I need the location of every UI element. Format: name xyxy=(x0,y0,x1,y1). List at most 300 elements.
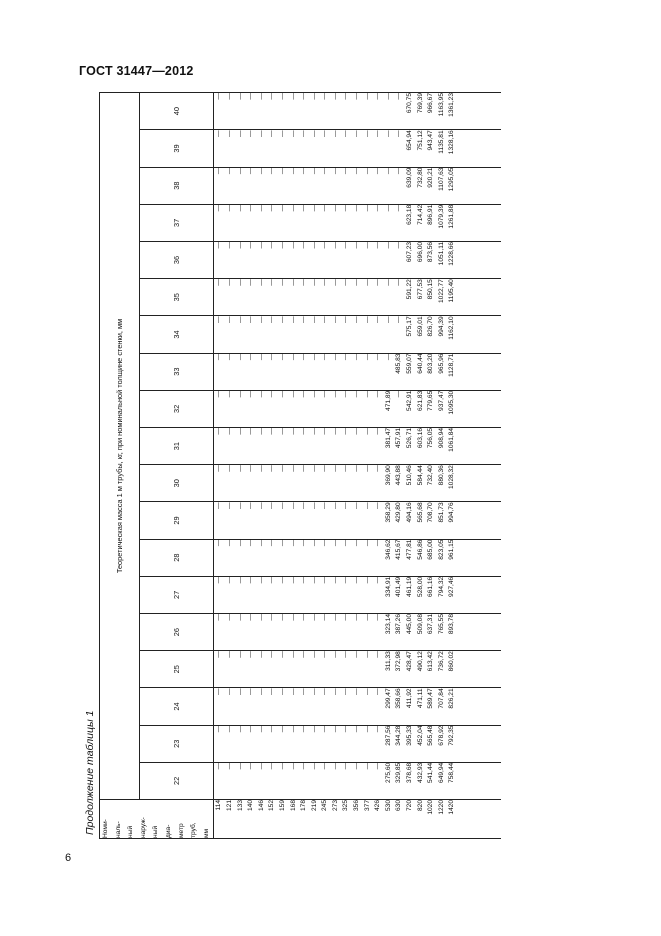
mass-value: — xyxy=(236,613,244,621)
mass-value: — xyxy=(247,762,255,770)
mass-value: — xyxy=(215,725,223,733)
mass-value: — xyxy=(331,241,339,249)
mass-value: 411,92 xyxy=(406,688,414,709)
mass-value: 937,47 xyxy=(437,390,445,411)
mass-value: — xyxy=(278,427,286,435)
mass-value: — xyxy=(257,651,265,658)
mass-value: — xyxy=(278,167,286,175)
mass-value: 961,15 xyxy=(448,539,456,560)
mass-value: — xyxy=(310,688,318,695)
mass-value: 443,88 xyxy=(395,465,403,486)
mass-value: — xyxy=(342,279,350,286)
mass-value: — xyxy=(247,502,255,509)
mass-value: — xyxy=(342,651,350,658)
thickness-header-27: 27 xyxy=(139,576,214,613)
mass-column-36 xyxy=(214,241,501,278)
mass-value: — xyxy=(374,465,382,472)
mass-value: — xyxy=(300,539,308,547)
mass-value: 860,02 xyxy=(448,651,456,672)
diameter-header-line: диа- xyxy=(164,824,172,838)
mass-value: — xyxy=(321,725,329,733)
mass-value: — xyxy=(321,241,329,249)
thickness-header-30: 30 xyxy=(139,465,214,502)
mass-value: 826,70 xyxy=(427,316,435,337)
mass-value: 769,39 xyxy=(416,93,424,114)
mass-value: — xyxy=(331,427,339,435)
thickness-header-row xyxy=(139,93,214,839)
mass-value: — xyxy=(310,502,318,509)
mass-value: 559,07 xyxy=(406,353,414,374)
mass-value: — xyxy=(300,353,308,361)
diameter-value: 1220 xyxy=(437,800,445,815)
thickness-header-39: 39 xyxy=(139,130,214,167)
mass-value: — xyxy=(321,279,329,286)
mass-value: 287,56 xyxy=(384,725,392,746)
mass-value: — xyxy=(247,93,255,100)
mass-value: — xyxy=(289,241,297,249)
mass-value: 779,65 xyxy=(427,390,435,411)
mass-value: 623,18 xyxy=(406,204,414,225)
mass-value: — xyxy=(321,167,329,175)
mass-value: — xyxy=(363,204,371,212)
mass-value: 575,17 xyxy=(406,316,414,337)
mass-column-26 xyxy=(214,613,501,650)
mass-value: — xyxy=(289,762,297,770)
mass-value: — xyxy=(247,353,255,361)
mass-value: — xyxy=(353,725,361,733)
mass-value: — xyxy=(353,465,361,472)
mass-value: — xyxy=(331,316,339,323)
mass-value: — xyxy=(257,167,265,175)
mass-value: — xyxy=(353,762,361,770)
mass-value: — xyxy=(278,576,286,584)
mass-value: 1051,11 xyxy=(437,241,445,266)
mass-value: 603,16 xyxy=(416,427,424,449)
mass-value: 415,67 xyxy=(395,539,403,560)
page-number: 6 xyxy=(65,852,72,864)
mass-value: 896,91 xyxy=(427,204,435,225)
mass-value: — xyxy=(342,613,350,621)
mass-value: 372,98 xyxy=(395,651,403,672)
mass-value: — xyxy=(310,725,318,733)
mass-value: — xyxy=(342,688,350,695)
mass-value: — xyxy=(215,204,223,212)
mass-value: — xyxy=(331,390,339,398)
thickness-header-25: 25 xyxy=(139,651,214,688)
mass-value: — xyxy=(268,762,276,770)
mass-value: — xyxy=(289,390,297,398)
mass-value: — xyxy=(300,502,308,509)
mass-value: — xyxy=(268,130,276,137)
mass-value: 275,60 xyxy=(384,762,392,783)
mass-value: — xyxy=(321,204,329,212)
mass-value: — xyxy=(331,353,339,361)
mass-value: 589,47 xyxy=(427,688,435,709)
mass-value: — xyxy=(289,725,297,733)
mass-value: — xyxy=(257,353,265,361)
table-header-row xyxy=(100,93,140,839)
mass-value: — xyxy=(363,725,371,733)
mass-value: — xyxy=(225,93,233,100)
mass-value: — xyxy=(353,93,361,100)
mass-group-header: Теоретическая масса 1 м трубы, кг, при номинальной толщине стенки, мм xyxy=(100,93,140,800)
mass-value: 966,67 xyxy=(427,93,435,114)
mass-value: 873,56 xyxy=(427,241,435,263)
mass-value: — xyxy=(300,651,308,658)
mass-column-39 xyxy=(214,130,501,167)
diameter-value: 426 xyxy=(374,800,382,812)
mass-value: 639,09 xyxy=(406,167,414,188)
diameter-value: 1420 xyxy=(448,800,456,815)
mass-value: — xyxy=(300,688,308,695)
mass-value: — xyxy=(374,502,382,509)
mass-value: — xyxy=(247,167,255,175)
mass-value: — xyxy=(363,502,371,509)
mass-value: — xyxy=(247,204,255,212)
mass-value: — xyxy=(236,93,244,100)
mass-column-33 xyxy=(214,353,501,390)
mass-value: — xyxy=(310,204,318,212)
mass-value: 485,83 xyxy=(395,353,403,374)
mass-value: 311,33 xyxy=(384,651,392,671)
mass-value: — xyxy=(268,613,276,621)
mass-value: — xyxy=(268,390,276,398)
mass-value: — xyxy=(353,613,361,621)
mass-column-34 xyxy=(214,316,501,353)
mass-value: — xyxy=(384,204,392,212)
mass-value: — xyxy=(236,390,244,398)
mass-value: — xyxy=(321,576,329,584)
diameter-value: 152 xyxy=(268,800,276,812)
mass-value: — xyxy=(331,93,339,100)
mass-value: — xyxy=(300,576,308,584)
mass-value: — xyxy=(374,613,382,621)
mass-value: — xyxy=(321,390,329,398)
mass-value: — xyxy=(215,130,223,137)
diameter-header-line: Номи- xyxy=(102,819,109,838)
thickness-header-23: 23 xyxy=(139,725,214,762)
mass-value: — xyxy=(257,465,265,472)
mass-value: — xyxy=(321,316,329,323)
mass-value: — xyxy=(342,204,350,212)
mass-column-27 xyxy=(214,576,501,613)
mass-value: — xyxy=(268,316,276,323)
mass-value: — xyxy=(384,167,392,175)
mass-value: — xyxy=(278,241,286,249)
mass-value: — xyxy=(215,390,223,398)
mass-value: 378,68 xyxy=(406,762,414,783)
mass-value: — xyxy=(321,539,329,547)
mass-value: — xyxy=(342,427,350,435)
mass-value: — xyxy=(215,465,223,472)
mass-value: — xyxy=(310,651,318,658)
diameter-column xyxy=(214,800,501,839)
diameter-header-line: метр xyxy=(177,823,185,838)
mass-value: — xyxy=(236,762,244,770)
mass-value: — xyxy=(289,130,297,137)
mass-value: — xyxy=(353,651,361,658)
thickness-header-36: 36 xyxy=(139,241,214,278)
mass-value: — xyxy=(236,725,244,733)
mass-value: — xyxy=(236,130,244,137)
diameter-header-line: ный xyxy=(152,825,160,838)
mass-value: — xyxy=(236,576,244,584)
mass-value: — xyxy=(225,465,233,472)
mass-value: — xyxy=(215,241,223,249)
mass-value: — xyxy=(236,688,244,695)
mass-value: — xyxy=(278,725,286,733)
mass-value: 920,21 xyxy=(427,167,435,188)
mass-value: 792,35 xyxy=(448,725,456,746)
mass-value: 323,14 xyxy=(384,613,392,635)
mass-value: — xyxy=(225,316,233,323)
mass-value: — xyxy=(310,167,318,175)
mass-column-23 xyxy=(214,725,501,762)
mass-value: — xyxy=(257,427,265,435)
mass-value: 428,47 xyxy=(406,651,414,672)
mass-value: — xyxy=(384,353,392,361)
mass-value: 334,91 xyxy=(384,576,392,597)
mass-value: — xyxy=(236,167,244,175)
mass-value: — xyxy=(321,688,329,695)
diameter-value: 377 xyxy=(363,800,371,812)
mass-value: 358,66 xyxy=(395,688,403,709)
mass-value: — xyxy=(225,613,233,621)
diameter-value: 178 xyxy=(300,800,308,812)
mass-value: 994,76 xyxy=(448,502,456,523)
mass-value: — xyxy=(278,688,286,695)
mass-value: — xyxy=(278,279,286,286)
mass-value: — xyxy=(225,241,233,249)
mass-value: — xyxy=(374,688,382,695)
thickness-header-29: 29 xyxy=(139,502,214,539)
mass-value: — xyxy=(289,427,297,435)
mass-value: 1162,10 xyxy=(448,316,456,340)
mass-value: — xyxy=(225,390,233,398)
mass-value: — xyxy=(247,130,255,137)
diameter-value: 140 xyxy=(247,800,255,812)
diameter-header-line: труб, xyxy=(190,822,198,838)
mass-value: 461,19 xyxy=(406,576,414,597)
mass-value: 1361,23 xyxy=(448,93,456,117)
mass-value: — xyxy=(257,316,265,323)
mass-value: — xyxy=(247,688,255,695)
mass-value: — xyxy=(353,390,361,398)
mass-value: — xyxy=(310,279,318,286)
mass-value: — xyxy=(300,613,308,621)
mass-value: — xyxy=(215,316,223,323)
mass-value: — xyxy=(215,651,223,658)
mass-value: — xyxy=(236,539,244,547)
mass-value: — xyxy=(310,93,318,100)
mass-value: — xyxy=(310,390,318,398)
mass-value: — xyxy=(310,316,318,323)
mass-value: — xyxy=(236,651,244,658)
mass-value: — xyxy=(310,465,318,472)
thickness-header-33: 33 xyxy=(139,353,214,390)
mass-value: 565,68 xyxy=(416,502,424,523)
table-body-row xyxy=(214,93,501,839)
mass-value: 542,91 xyxy=(406,390,414,411)
mass-value: — xyxy=(363,167,371,175)
mass-value: 1135,81 xyxy=(437,130,445,154)
mass-value: — xyxy=(268,651,276,658)
mass-value: — xyxy=(257,539,265,547)
mass-value: — xyxy=(342,390,350,398)
mass-value: — xyxy=(278,130,286,137)
mass-value: 640,44 xyxy=(416,353,424,374)
thickness-header-32: 32 xyxy=(139,390,214,427)
mass-value: — xyxy=(268,279,276,286)
mass-value: — xyxy=(310,241,318,249)
mass-value: — xyxy=(374,279,382,286)
mass-value: — xyxy=(300,93,308,100)
diameter-value: 219 xyxy=(310,800,318,812)
mass-value: 756,05 xyxy=(427,427,435,449)
mass-value: — xyxy=(247,279,255,286)
mass-value: — xyxy=(331,539,339,547)
mass-value: — xyxy=(225,130,233,137)
mass-value: — xyxy=(257,93,265,100)
mass-value: — xyxy=(321,613,329,621)
mass-value: — xyxy=(257,688,265,695)
mass-value: — xyxy=(257,576,265,584)
mass-value: — xyxy=(374,390,382,398)
mass-value: 823,05 xyxy=(437,539,445,560)
mass-value: 432,93 xyxy=(416,762,424,783)
mass-value: 528,00 xyxy=(416,576,424,597)
mass-value: — xyxy=(247,427,255,435)
mass-value: 1022,77 xyxy=(437,279,445,303)
mass-value: 387,26 xyxy=(395,613,403,635)
mass-value: — xyxy=(363,762,371,770)
mass-value: — xyxy=(353,353,361,361)
mass-value: 736,72 xyxy=(437,651,445,672)
mass-value: — xyxy=(374,316,382,323)
mass-value: 765,55 xyxy=(437,613,445,635)
diameter-header-line: ный xyxy=(127,825,135,838)
mass-value: — xyxy=(321,651,329,658)
thickness-header-26: 26 xyxy=(139,613,214,650)
mass-value: 826,21 xyxy=(448,688,456,709)
mass-value: — xyxy=(278,651,286,658)
mass-value: 452,04 xyxy=(416,725,424,746)
mass-column-29 xyxy=(214,502,501,539)
mass-value: — xyxy=(247,465,255,472)
mass-value: — xyxy=(289,576,297,584)
mass-value: — xyxy=(374,539,382,547)
diameter-value: 146 xyxy=(257,800,265,812)
mass-value: — xyxy=(342,762,350,770)
rotated-table-frame xyxy=(79,92,501,839)
thickness-header-40: 40 xyxy=(139,93,214,130)
mass-value: 1107,63 xyxy=(437,167,445,191)
mass-value: 707,84 xyxy=(437,688,445,709)
mass-value: — xyxy=(257,613,265,621)
mass-value: — xyxy=(278,465,286,472)
mass-value: 908,94 xyxy=(437,427,445,449)
mass-value: 678,92 xyxy=(437,725,445,746)
mass-value: — xyxy=(374,93,382,100)
mass-value: — xyxy=(247,390,255,398)
mass-value: — xyxy=(289,613,297,621)
mass-value: — xyxy=(289,93,297,100)
mass-value: — xyxy=(236,204,244,212)
diameter-value: 720 xyxy=(406,800,414,812)
mass-value: 526,71 xyxy=(406,427,414,449)
mass-value: — xyxy=(363,353,371,361)
mass-value: 1095,30 xyxy=(448,390,456,415)
diameter-header-line: наруж- xyxy=(139,817,147,838)
mass-value: — xyxy=(353,130,361,137)
mass-value: — xyxy=(300,241,308,249)
mass-value: 490,12 xyxy=(416,651,424,672)
mass-value: — xyxy=(310,427,318,435)
mass-value: — xyxy=(289,651,297,658)
mass-value: — xyxy=(268,93,276,100)
mass-value: — xyxy=(321,93,329,100)
mass-value: — xyxy=(257,241,265,249)
mass-value: 471,89 xyxy=(384,390,392,411)
mass-value: — xyxy=(289,465,297,472)
mass-value: 794,32 xyxy=(437,576,445,597)
mass-value: — xyxy=(374,353,382,361)
mass-value: 607,23 xyxy=(406,241,414,263)
mass-value: 714,42 xyxy=(416,204,424,225)
diameter-value: 273 xyxy=(331,800,339,812)
mass-value: — xyxy=(353,167,361,175)
mass-value: — xyxy=(300,316,308,323)
mass-value: 1163,95 xyxy=(437,93,445,117)
mass-value: — xyxy=(342,465,350,472)
mass-value: — xyxy=(225,204,233,212)
diameter-value: 530 xyxy=(384,800,392,812)
mass-value: — xyxy=(353,688,361,695)
mass-value: — xyxy=(363,241,371,249)
diameter-header-line: мм xyxy=(202,828,210,838)
mass-value: — xyxy=(247,539,255,547)
mass-value: — xyxy=(278,316,286,323)
mass-value: — xyxy=(353,241,361,249)
mass-value: — xyxy=(236,316,244,323)
mass-value: — xyxy=(247,651,255,658)
mass-value: — xyxy=(363,279,371,286)
thickness-header-35: 35 xyxy=(139,279,214,316)
mass-value: — xyxy=(278,390,286,398)
mass-value: — xyxy=(268,576,276,584)
mass-value: — xyxy=(300,130,308,137)
mass-value: — xyxy=(384,130,392,137)
mass-value: — xyxy=(395,130,403,137)
mass-value: — xyxy=(268,502,276,509)
mass-value: — xyxy=(353,502,361,509)
mass-value: — xyxy=(268,688,276,695)
mass-value: — xyxy=(236,279,244,286)
mass-value: 445,00 xyxy=(406,613,414,635)
mass-value: 1261,88 xyxy=(448,204,456,229)
mass-value: — xyxy=(289,316,297,323)
mass-value: — xyxy=(384,93,392,100)
mass-value: — xyxy=(215,688,223,695)
mass-value: 670,75 xyxy=(406,93,414,114)
mass-value: — xyxy=(363,465,371,472)
mass-value: — xyxy=(363,390,371,398)
mass-value: — xyxy=(268,241,276,249)
mass-value: — xyxy=(289,502,297,509)
mass-value: — xyxy=(331,502,339,509)
mass-value: — xyxy=(331,167,339,175)
mass-value: — xyxy=(215,613,223,621)
